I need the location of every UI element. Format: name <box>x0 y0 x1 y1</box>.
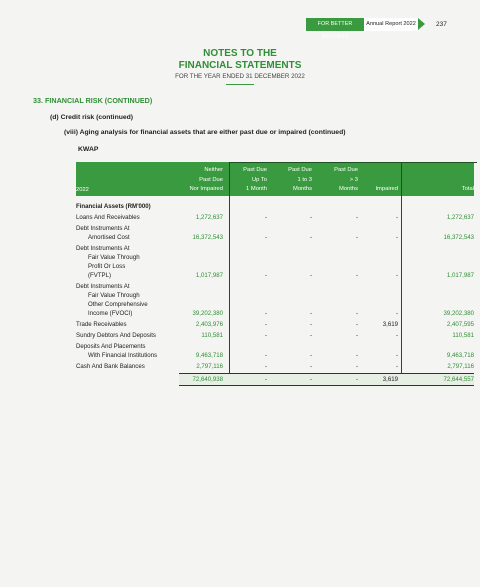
table-cell: - <box>309 309 312 317</box>
page-title-line1: NOTES TO THE <box>203 48 277 59</box>
table-cell: - <box>395 271 398 279</box>
row-label: Debt Instruments At <box>76 282 130 290</box>
table-cell: - <box>355 309 358 317</box>
table-cell: - <box>309 362 312 370</box>
table-cell: 2,403,976 <box>195 320 223 328</box>
table-row <box>76 213 474 222</box>
heading-divider <box>226 84 254 85</box>
table-cell: - <box>264 233 267 241</box>
subsection-d-title: (d) Credit risk (continued) <box>50 114 134 121</box>
table-row <box>76 224 474 242</box>
row-label: With Financial Institutions <box>88 351 158 359</box>
total-bottom-rule <box>179 385 474 386</box>
report-title-tab: Annual Report 2022 <box>364 18 418 31</box>
table-cell: 1,272,637 <box>195 213 223 221</box>
page-title-line2: FINANCIAL STATEMENTS <box>178 59 302 71</box>
column-header-line: Past Due <box>334 167 358 173</box>
column-header-line: Total <box>461 186 474 192</box>
table-cell: 3,619 <box>382 320 398 328</box>
table-cell: 2,407,595 <box>446 320 474 328</box>
table-cell: - <box>309 271 312 279</box>
table-cell: - <box>264 320 267 328</box>
row-label: Debt Instruments At <box>76 244 130 252</box>
row-label: Sundry Debtors And Deposits <box>76 331 156 339</box>
table-row <box>76 244 474 280</box>
table-cell: - <box>355 351 358 359</box>
row-label: Loans And Receivables <box>76 213 140 221</box>
row-label: Amortised Cost <box>88 233 130 241</box>
table-cell: 39,202,380 <box>443 309 474 317</box>
chevron-right-icon <box>418 18 425 30</box>
table-cell: 1,017,987 <box>446 271 474 279</box>
header-bar <box>0 18 480 40</box>
table-cell: 1,017,987 <box>195 271 223 279</box>
section-title: 33. FINANCIAL RISK (CONTINUED) <box>33 96 153 105</box>
column-header-line: Neither <box>204 167 223 173</box>
table-cell: - <box>264 271 267 279</box>
table-row <box>76 362 474 371</box>
table-cell: 72,640,938 <box>192 375 223 383</box>
table-cell: 3,619 <box>382 375 398 383</box>
column-header-line: 1 to 3 <box>297 176 312 183</box>
header-box-right-border <box>401 162 402 196</box>
entity-label: KWAP <box>78 146 99 153</box>
column-header-line: Past Due <box>288 167 312 173</box>
table-cell: 1,272,637 <box>446 213 474 221</box>
table-cell: - <box>264 213 267 221</box>
table-cell: 72,644,557 <box>443 375 474 383</box>
table-cell: - <box>355 233 358 241</box>
page-heading <box>0 48 480 85</box>
row-label: Fair Value Through <box>88 253 140 261</box>
row-label: Profit Or Loss <box>88 262 126 270</box>
table-cell: 110,581 <box>201 331 223 339</box>
table-cell: - <box>355 375 358 383</box>
table-cell: 2,797,116 <box>447 362 474 370</box>
tagline-tab: FOR BETTER RETURNS <box>306 18 364 31</box>
column-header-line: Past Due <box>243 167 267 173</box>
table-cell: - <box>264 362 267 370</box>
total-top-rule <box>179 373 474 374</box>
column-header-line <box>414 176 474 186</box>
page-subtitle: FOR THE YEAR ENDED 31 DECEMBER 2022 <box>175 73 305 80</box>
table-cell: - <box>264 351 267 359</box>
table-cell: - <box>309 233 312 241</box>
table-header <box>76 162 474 196</box>
table-cell: 39,202,380 <box>192 309 223 317</box>
column-header-line: > 3 <box>349 176 358 183</box>
column-header-line <box>414 166 474 176</box>
table-cell: 9,463,718 <box>446 351 474 359</box>
table-cell: - <box>309 351 312 359</box>
header-box-top-border <box>229 162 477 163</box>
table-cell: - <box>355 362 358 370</box>
table-cell: 9,463,718 <box>195 351 223 359</box>
table-cell: - <box>395 362 398 370</box>
table-cell: - <box>395 331 398 339</box>
row-label: Fair Value Through <box>88 291 140 299</box>
table-cell: 110,581 <box>452 331 474 339</box>
row-label: (FVTPL) <box>88 271 112 279</box>
column-header-line <box>338 166 398 176</box>
row-label: Debt Instruments At <box>76 224 130 232</box>
table-cell: - <box>309 331 312 339</box>
row-label: Deposits And Placements <box>76 342 146 350</box>
column-header-line: Months <box>292 186 312 192</box>
table-cell: - <box>264 309 267 317</box>
row-label: Cash And Bank Balances <box>76 362 145 370</box>
column-header-line: 1 Month <box>246 186 267 192</box>
table-cell: - <box>309 375 312 383</box>
row-label: Income (FVOCI) <box>88 309 133 317</box>
row-label: Trade Receivables <box>76 320 127 328</box>
row-label: Other Comprehensive <box>88 300 148 308</box>
table-row <box>76 342 474 360</box>
table-cell: 2,797,116 <box>196 362 223 370</box>
column-header-line: Months <box>338 186 358 192</box>
table-cell: - <box>309 213 312 221</box>
table-row <box>76 282 474 318</box>
subsection-viii-title: (viii) Aging analysis for financial assets that are either past due or impaired (continued) <box>64 129 346 136</box>
group-label-text: Financial Assets (RM'000) <box>76 203 151 210</box>
table-cell: - <box>395 233 398 241</box>
table-row <box>76 331 474 340</box>
column-header-line: Up To <box>251 176 267 183</box>
table-cell: - <box>395 213 398 221</box>
table-year: 2022 <box>76 187 89 193</box>
column-header-line: Impaired <box>375 186 398 192</box>
aging-analysis-table <box>76 162 474 383</box>
table-cell: - <box>355 320 358 328</box>
column-header-line: Past Due <box>199 176 223 183</box>
table-cell: - <box>355 331 358 339</box>
table-cell: - <box>395 309 398 317</box>
table-cell: - <box>355 271 358 279</box>
table-cell: - <box>264 375 267 383</box>
table-cell: - <box>395 351 398 359</box>
table-cell: - <box>355 213 358 221</box>
page-number: 237 <box>436 21 447 28</box>
column-header <box>414 166 474 195</box>
table-cell: - <box>309 320 312 328</box>
table-cell: 16,372,543 <box>443 233 474 241</box>
column-header-line: Nor Impaired <box>189 186 223 192</box>
table-cell: 16,372,543 <box>192 233 223 241</box>
table-row <box>76 320 474 329</box>
table-cell: - <box>264 331 267 339</box>
column-header-line <box>338 176 398 186</box>
column-header <box>338 166 398 195</box>
